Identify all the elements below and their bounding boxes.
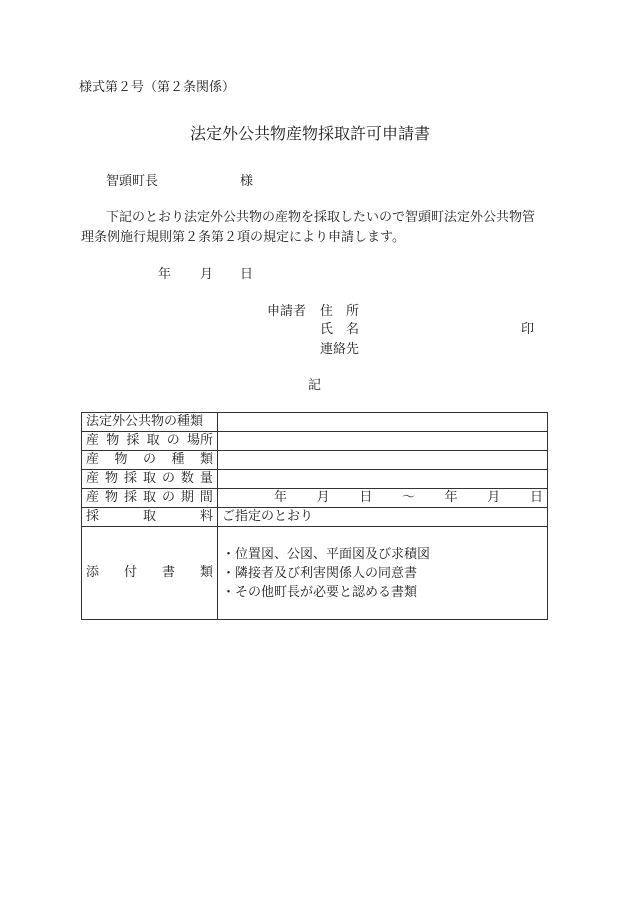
seal-mark: 印 [521, 322, 535, 337]
period-end-day: 日 [529, 490, 543, 505]
application-table [81, 412, 548, 620]
date-month: 月 [200, 267, 214, 282]
addressee-honorific: 様 [240, 174, 254, 189]
row-value-location[interactable] [218, 432, 548, 451]
table-row [82, 508, 548, 527]
row-value-kind[interactable] [218, 451, 548, 470]
period-start-month: 月 [316, 490, 330, 505]
row-value-quantity[interactable] [218, 470, 548, 489]
period-start-year: 年 [274, 490, 288, 505]
table-row [82, 527, 548, 620]
row-value-type[interactable] [218, 413, 548, 432]
table-row [82, 470, 548, 489]
addressee-name: 智頭町長 [106, 174, 159, 189]
date-year: 年 [158, 267, 172, 282]
row-value-fee: ご指定のとおり [218, 508, 548, 527]
applicant-contact-label: 連絡先 [320, 342, 360, 357]
date-day: 日 [240, 267, 254, 282]
period-field [222, 490, 543, 506]
attachments-list [218, 527, 548, 620]
period-start-day: 日 [359, 490, 373, 505]
applicant-address-label: 住 所 [320, 304, 360, 319]
table-row [82, 451, 548, 470]
document-title: 法定外公共物産物採取許可申請書 [190, 124, 431, 143]
table-row [82, 432, 548, 451]
row-label-type: 法定外公共物の種類 [82, 413, 218, 432]
note-heading: 記 [308, 378, 322, 393]
attachment-item: ・その他町長が必要と認める書類 [222, 584, 418, 600]
applicant-name-label: 氏 名 [320, 322, 360, 337]
body-text-line1: 下記のとおり法定外公共物の産物を採取したいので智頭町法定外公共物管 [106, 210, 536, 225]
row-label-kind: 産 物 の 種 類 [86, 452, 213, 467]
period-end-year: 年 [444, 490, 458, 505]
period-end-month: 月 [487, 490, 501, 505]
row-label-location: 産 物 採 取 の 場所 [86, 433, 213, 448]
table-row [82, 489, 548, 508]
body-text-line2: 理条例施行規則第２条第２項の規定により申請します。 [81, 230, 405, 245]
table-row [82, 413, 548, 432]
applicant-label: 申請者 [267, 304, 307, 319]
form-number: 様式第２号（第２条関係） [79, 80, 236, 95]
row-label-period: 産 物 採 取 の 期 間 [86, 490, 213, 505]
attachment-item: ・隣接者及び利害関係人の同意書 [222, 565, 418, 581]
attachment-item: ・位置図、公図、平面図及び求積図 [222, 546, 431, 562]
period-separator: ～ [401, 490, 415, 505]
row-label-quantity: 産 物 採 取 の 数 量 [86, 471, 213, 486]
row-label-attachments: 添 付 書 類 [86, 565, 213, 580]
row-label-fee: 採 取 料 [86, 509, 213, 524]
